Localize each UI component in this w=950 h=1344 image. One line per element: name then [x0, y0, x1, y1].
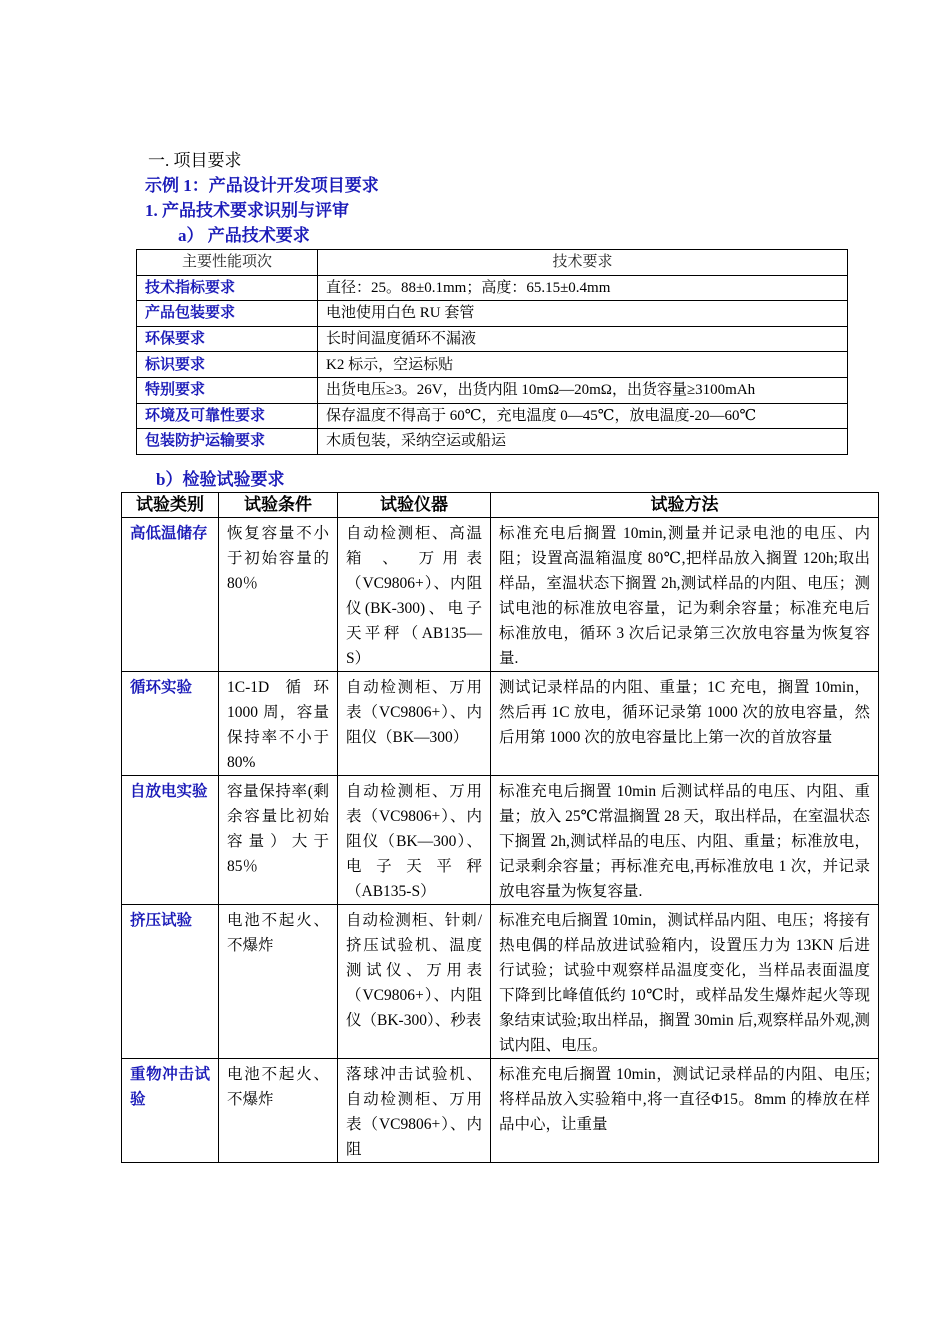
test-instrument: 自动检测柜、万用表（VC9806+）、内阻仪（BK—300） [338, 672, 491, 776]
test-method: 测试记录样品的内阻、重量；1C 充电，搁置 10min，然后再 1C 放电，循环记录第 1000 次的放电容量，然后用第 1000 次的放电容量比上第一次的首放容量 [491, 672, 879, 776]
section-heading: 一. 项目要求 [148, 151, 242, 170]
test-condition: 电池不起火、不爆炸 [219, 905, 338, 1059]
test-method: 标准充电后搁置 10min,测量并记录电池的电压、内阻；设置高温箱温度 80℃,把样品放入搁置 120h;取出样品，室温状态下搁置 2h,测试样品的内阻、电压；测试电池的标准放电容量，记为剩余容量；标准充电后标准放电，循环 3 次后记录第三次放电容量为恢复容量. [491, 518, 879, 672]
row-value: 保存温度不得高于 60℃，充电温度 0—45℃，放电温度-20—60℃ [318, 403, 848, 429]
row-value: K2 标示，空运标贴 [318, 352, 848, 378]
row-label: 特别要求 [137, 377, 318, 403]
table-row [137, 301, 848, 327]
table-row [122, 1059, 879, 1163]
row-value: 电池使用白色 RU 套管 [318, 301, 848, 327]
header-cell: 试验仪器 [338, 493, 491, 518]
row-value: 木质包装，采纳空运或船运 [318, 429, 848, 455]
row-label: 产品包装要求 [137, 301, 318, 327]
table-header-row [122, 493, 879, 518]
table-row [137, 403, 848, 429]
table-header-row [137, 250, 848, 276]
table-row [137, 429, 848, 455]
example-heading: 示例 1：产品设计开发项目要求 [145, 176, 379, 195]
table-row [122, 776, 879, 905]
test-condition: 1C-1D 循环 1000 周，容量保持率不小于 80% [219, 672, 338, 776]
test-category: 循环实验 [122, 672, 219, 776]
table-row [122, 905, 879, 1059]
test-method: 标准充电后搁置 10min 后测试样品的电压、内阻、重量；放入 25℃常温搁置 28 天，取出样品，在室温状态下搁置 2h,测试样品的电压、内阻、重量；标准放电，记录剩余容量；再标准充电,再标准放电 1 次，并记录放电容量为恢复容量. [491, 776, 879, 905]
row-value: 直径：25。88±0.1mm；高度：65.15±0.4mm [318, 275, 848, 301]
table-row [122, 672, 879, 776]
sub-subsection-heading-a: a） 产品技术要求 [178, 226, 310, 245]
row-label: 环境及可靠性要求 [137, 403, 318, 429]
header-cell: 技术要求 [318, 250, 848, 276]
row-value: 出货电压≥3。26V，出货内阻 10mΩ—20mΩ，出货容量≥3100mAh [318, 377, 848, 403]
test-method: 标准充电后搁置 10min，测试样品内阻、电压；将接有热电偶的样品放进试验箱内，设置压力为 13KN 后进行试验；试验中观察样品温度变化，当样品表面温度下降到比峰值低约 10℃时，或样品发生爆炸起火等现象结束试验;取出样品，搁置 30min 后,观察样品外观,测试内阻、电压。 [491, 905, 879, 1059]
test-condition: 容量保持率(剩余容量比初始容量）大于 85％ [219, 776, 338, 905]
tech-requirements-table [136, 249, 848, 455]
row-label: 环保要求 [137, 326, 318, 352]
test-category: 重物冲击试验 [122, 1059, 219, 1163]
table-row [137, 326, 848, 352]
test-method: 标准充电后搁置 10min，测试记录样品的内阻、电压;将样品放入实验箱中,将一直径Φ15。8mm 的棒放在样品中心，让重量 [491, 1059, 879, 1163]
sub-subsection-heading-b: b）检验试验要求 [156, 470, 285, 489]
table-row [137, 352, 848, 378]
row-label: 技术指标要求 [137, 275, 318, 301]
test-category: 挤压试验 [122, 905, 219, 1059]
test-condition: 电池不起火、不爆炸 [219, 1059, 338, 1163]
table-row [122, 518, 879, 672]
row-label: 包装防护运输要求 [137, 429, 318, 455]
header-cell: 主要性能项次 [137, 250, 318, 276]
table-row [137, 275, 848, 301]
test-instrument: 自动检测柜、针刺/挤压试验机、温度测试仪、万用表（VC9806+）、内阻仪（BK-300）、秒表 [338, 905, 491, 1059]
test-instrument: 自动检测柜、万用表（VC9806+）、内阻仪（BK—300）、电子天平秤（AB135-S） [338, 776, 491, 905]
header-cell: 试验条件 [219, 493, 338, 518]
test-instrument: 落球冲击试验机、自动检测柜、万用表（VC9806+）、内阻 [338, 1059, 491, 1163]
header-cell: 试验方法 [491, 493, 879, 518]
test-category: 自放电实验 [122, 776, 219, 905]
row-value: 长时间温度循环不漏液 [318, 326, 848, 352]
table-row [137, 377, 848, 403]
test-requirements-table [121, 492, 879, 1163]
test-category: 高低温储存 [122, 518, 219, 672]
test-condition: 恢复容量不小于初始容量的 80％ [219, 518, 338, 672]
subsection-heading: 1. 产品技术要求识别与评审 [145, 201, 349, 220]
row-label: 标识要求 [137, 352, 318, 378]
test-instrument: 自动检测柜、高温箱 、 万用表（VC9806+）、内阻仪(BK-300)、电子天平秤（AB135—S） [338, 518, 491, 672]
header-cell: 试验类别 [122, 493, 219, 518]
